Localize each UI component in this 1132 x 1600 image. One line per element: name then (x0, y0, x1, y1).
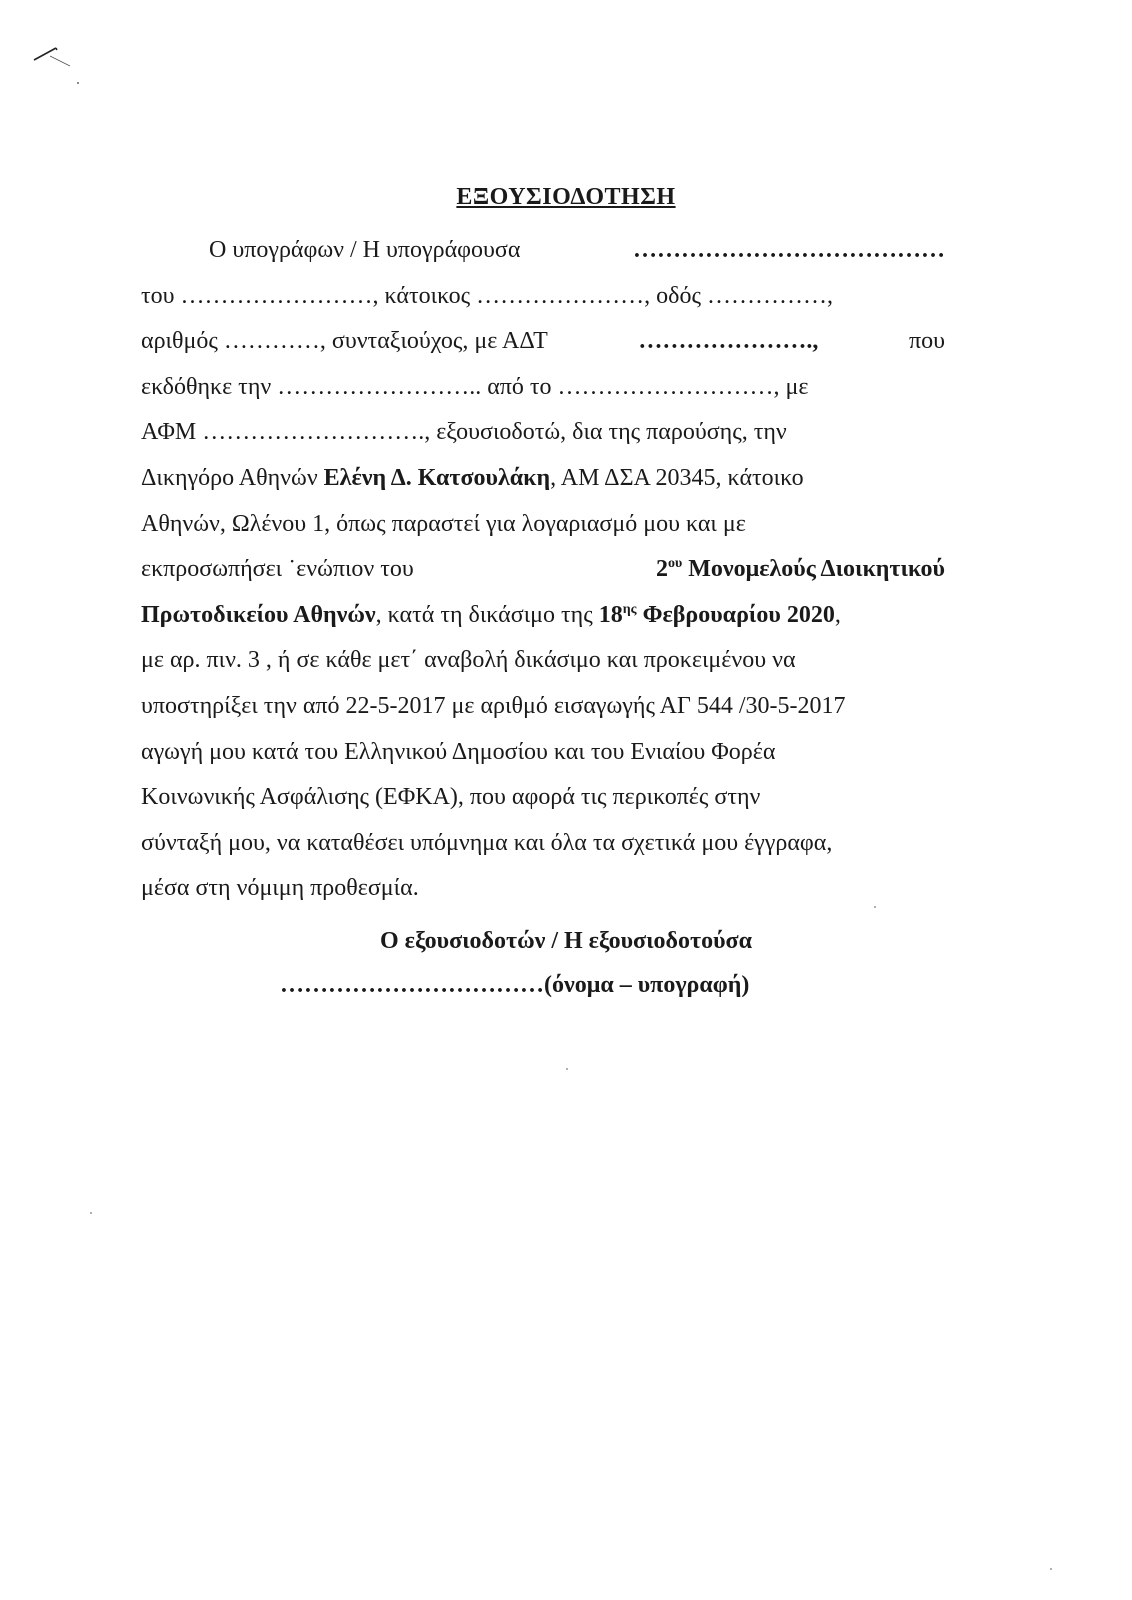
scan-speck (1050, 1568, 1052, 1570)
body-text-segment: , κατά τη δικάσιμο της (375, 601, 599, 628)
signature-label: Ο εξουσιοδοτών / Η εξουσιοδοτούσα (380, 928, 752, 954)
body-line-7 (141, 502, 945, 548)
blank-adt: …………………., (638, 328, 819, 355)
body-text-segment: Αθηνών, Ωλένου 1, όπως παραστεί για λογαριασμό μου και με (141, 510, 746, 537)
body-line-13 (141, 775, 945, 821)
body-line-4 (141, 365, 945, 411)
body-line-1 (141, 228, 945, 274)
body-line-10 (141, 638, 945, 684)
body-text-segment: αριθμός …………, συνταξιούχος, με ΑΔΤ (141, 328, 548, 355)
body-line-2 (141, 274, 945, 320)
body-line-9 (141, 593, 945, 639)
body-text-segment: υποστηρίξει την από 22-5-2017 με αριθμό εισαγωγής ΑΓ 544 /30-5-2017 (141, 692, 846, 719)
body-line-15 (141, 866, 945, 912)
body-text-segment: , ΑΜ ΔΣΑ 20345, κάτοικο (550, 464, 804, 491)
body-text-segment: εκδόθηκε την …………………….. από το ………………………, με (141, 373, 809, 400)
body-text-segment: του ……………………, κάτοικος …………………, οδός ……………, (141, 282, 833, 309)
body-text-segment: , (834, 601, 841, 628)
court-name: Μονομελούς Διοικητικού (682, 556, 945, 583)
body-text-segment: σύνταξή μου, να καταθέσει υπόμνημα και όλα τα σχετικά μου έγγραφα, (141, 829, 833, 856)
body-text-segment: Ο υπογράφων / Η υπογράφουσα (209, 237, 521, 263)
signature-dots: …………………………… (280, 972, 544, 998)
ordinal-suffix: ης (622, 601, 637, 617)
document-body (141, 228, 945, 912)
scan-speck (874, 906, 876, 908)
body-line-12 (141, 730, 945, 776)
body-line-5 (141, 410, 945, 456)
body-text-segment: εκπροσωπήσει ˙ενώπιον του (141, 556, 414, 583)
body-text-segment: ΑΦΜ ………………………., εξουσιοδοτώ, δια της παρούσης, την (141, 419, 787, 446)
court-number: 2 (655, 556, 668, 583)
body-line-3 (141, 319, 945, 365)
scan-speck (566, 1068, 568, 1070)
ordinal-suffix: ου (667, 556, 683, 572)
hearing-day: 18 (598, 601, 623, 628)
scan-speck (90, 1212, 92, 1214)
body-line-8 (141, 547, 945, 593)
signature-line (280, 972, 749, 999)
lawyer-name: Ελένη Δ. Κατσουλάκη (323, 464, 551, 491)
body-line-11 (141, 684, 945, 730)
body-text-segment: μέσα στη νόμιμη προθεσμία. (141, 875, 419, 902)
body-text-segment: Δικηγόρο Αθηνών (141, 464, 324, 491)
scan-mark (30, 40, 90, 90)
signature-hint: (όνομα – υπογραφή) (544, 972, 750, 998)
court-name-continued: Πρωτοδικείου Αθηνών (141, 601, 376, 628)
body-text-segment: Κοινωνικής Ασφάλισης (ΕΦΚΑ), που αφορά τις περικοπές στην (141, 784, 761, 811)
body-line-6 (141, 456, 945, 502)
body-line-14 (141, 821, 945, 867)
body-text-segment: αγωγή μου κατά του Ελληνικού Δημοσίου και του Ενιαίου Φορέα (141, 738, 776, 765)
document-title: ΕΞΟΥΣΙΟΔΟΤΗΣΗ (456, 184, 676, 210)
blank-name: ………………………………… (633, 237, 945, 263)
body-text-segment: που (908, 328, 945, 355)
body-text-segment: με αρ. πιν. 3 , ή σε κάθε μετ΄ αναβολή δικάσιμο και προκειμένου να (141, 647, 796, 674)
hearing-date: Φεβρουαρίου 2020 (636, 601, 835, 628)
